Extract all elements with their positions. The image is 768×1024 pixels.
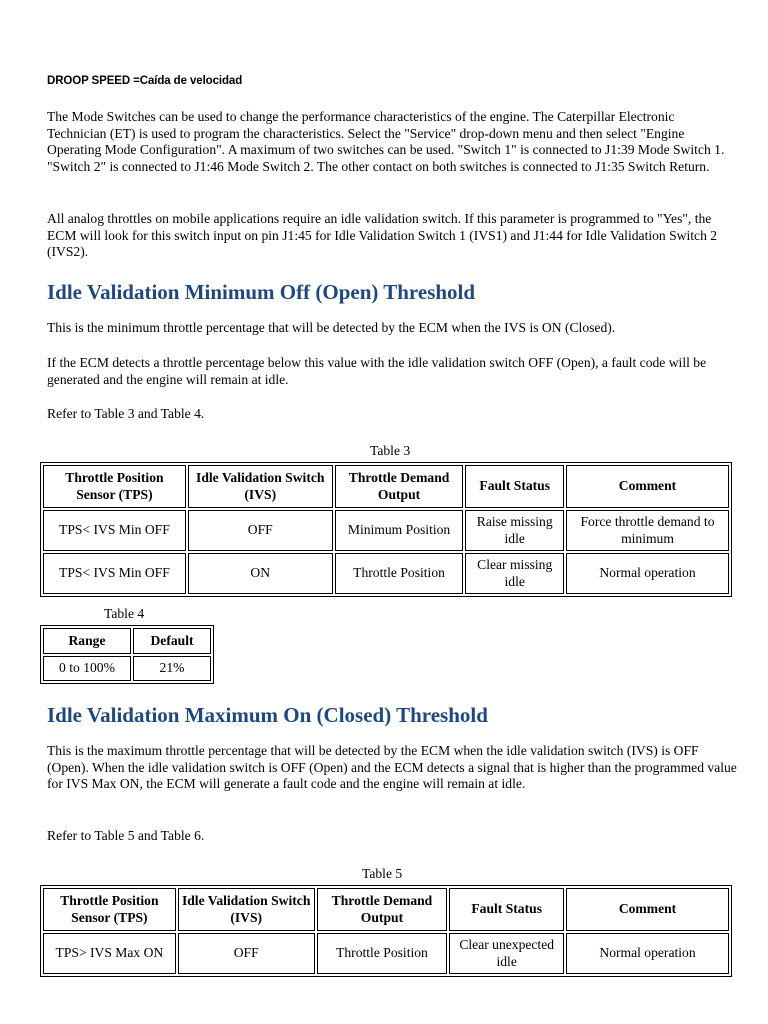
table-5-header-row xyxy=(43,888,729,931)
table-cell: 0 to 100% xyxy=(43,656,131,681)
table-3 xyxy=(40,462,732,597)
table-5-header-cell: Comment xyxy=(566,888,729,931)
max-on-refer-paragraph: Refer to Table 5 and Table 6. xyxy=(47,828,205,843)
max-on-paragraph: This is the maximum throttle percentage that will be detected by the ECM when the idle validation switch (IVS) is OFF (Open). When the idle validation switch is OFF (Open) and the ECM detects a signal that is higher than the programmed value for IVS Max ON, the ECM will generate a fault code and the engine will remain at idle. xyxy=(47,743,737,792)
table-cell: Normal operation xyxy=(566,553,729,594)
table-cell: TPS< IVS Min OFF xyxy=(43,510,186,551)
table-row xyxy=(43,510,729,551)
table-3-header-row xyxy=(43,465,729,508)
table-cell: Clear missing idle xyxy=(465,553,564,594)
table-3-header-cell: Comment xyxy=(566,465,729,508)
table-3-header-cell: Throttle Demand Output xyxy=(335,465,464,508)
table-cell: Normal operation xyxy=(566,933,729,974)
table-5-caption: Table 5 xyxy=(362,866,403,881)
droop-speed-note: DROOP SPEED =Caída de velocidad xyxy=(47,75,243,87)
table-4 xyxy=(40,625,214,684)
section-heading-max-on: Idle Validation Maximum On (Closed) Threshold xyxy=(47,703,488,727)
min-off-paragraph-1: This is the minimum throttle percentage that will be detected by the ECM when the IVS is ON (Closed). xyxy=(47,320,616,335)
table-cell: Clear unexpected idle xyxy=(449,933,564,974)
table-4-header-cell: Default xyxy=(133,628,211,654)
table-5-header-cell: Fault Status xyxy=(449,888,564,931)
table-cell: ON xyxy=(188,553,333,594)
section-heading-min-off: Idle Validation Minimum Off (Open) Threshold xyxy=(47,280,476,304)
mode-switches-paragraph: The Mode Switches can be used to change the performance characteristics of the engine. The Caterpillar Electronic Technician (ET) is used to program the characteristics. Select the "Service" drop-down menu and then select "Engine Operating Mode Configuration". A maximum of two switches can be used. "Switch 1" is connected to J1:39 Mode Switch 1. "Switch 2" is connected to J1:46 Mode Switch 2. The other contact on both switches is connected to J1:35 Switch Return. xyxy=(47,109,725,174)
table-4-caption: Table 4 xyxy=(104,606,145,621)
table-3-header-cell: Fault Status xyxy=(465,465,564,508)
table-5-header-cell: Idle Validation Switch (IVS) xyxy=(178,888,315,931)
table-cell: TPS< IVS Min OFF xyxy=(43,553,186,594)
table-5 xyxy=(40,885,732,977)
table-cell: Minimum Position xyxy=(335,510,464,551)
table-cell: 21% xyxy=(133,656,211,681)
table-row xyxy=(43,553,729,594)
table-cell: Raise missing idle xyxy=(465,510,564,551)
table-3-header-cell: Throttle Position Sensor (TPS) xyxy=(43,465,186,508)
table-4-header-cell: Range xyxy=(43,628,131,654)
table-cell: Throttle Position xyxy=(335,553,464,594)
table-5-header-cell: Throttle Demand Output xyxy=(317,888,448,931)
table-5-header-cell: Throttle Position Sensor (TPS) xyxy=(43,888,176,931)
table-cell: Throttle Position xyxy=(317,933,448,974)
min-off-refer-paragraph: Refer to Table 3 and Table 4. xyxy=(47,406,205,421)
table-3-caption: Table 3 xyxy=(370,443,411,458)
table-cell: Force throttle demand to minimum xyxy=(566,510,729,551)
table-row xyxy=(43,656,211,681)
table-cell: TPS> IVS Max ON xyxy=(43,933,176,974)
table-row xyxy=(43,933,729,974)
min-off-paragraph-2: If the ECM detects a throttle percentage below this value with the idle validation switch OFF (Open), a fault code will be generated and the engine will remain at idle. xyxy=(47,355,707,387)
analog-throttles-paragraph: All analog throttles on mobile applications require an idle validation switch. If this parameter is programmed to "Yes", the ECM will look for this switch input on pin J1:45 for Idle Validation Switch 1 (IVS1) and J1:44 for Idle Validation Switch 2 (IVS2). xyxy=(47,211,718,260)
table-cell: OFF xyxy=(188,510,333,551)
table-3-header-cell: Idle Validation Switch (IVS) xyxy=(188,465,333,508)
table-4-header-row xyxy=(43,628,211,654)
table-cell: OFF xyxy=(178,933,315,974)
